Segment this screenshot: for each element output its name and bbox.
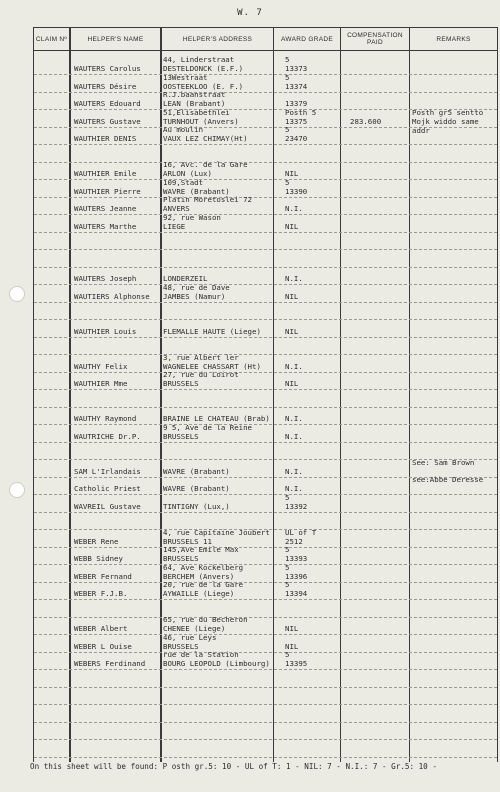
remark-line: addr: [412, 125, 430, 135]
row-rule: [34, 442, 497, 443]
address-line-2: TURNHOUT (Anvers): [163, 116, 239, 126]
compensation-paid: 283.600: [350, 116, 382, 126]
row-rule: [34, 249, 497, 250]
address-line-2: AYWAILLE (Liege): [163, 589, 235, 598]
award-grade: 5: [285, 492, 290, 502]
award-grade: 5: [285, 545, 290, 554]
remark-line: see:Abbe Deresse: [412, 475, 484, 484]
row-rule: [34, 617, 497, 618]
address-line-2: BRUSSELS: [163, 379, 199, 388]
binder-hole: [9, 482, 25, 498]
helper-name: WAUTERS Marthe: [74, 221, 137, 231]
row-rule: [34, 704, 497, 705]
address-line-1: 51,Elisabethlei: [163, 107, 230, 117]
row-rule: [34, 494, 497, 495]
address-line-1: 48, rue de Dave: [163, 282, 230, 292]
award-number: 13390: [285, 186, 308, 196]
helper-name: WEBER Fernand: [74, 571, 132, 581]
award-number: N.I.: [285, 431, 303, 441]
table-top-border: [33, 27, 498, 28]
helper-name: WEBERS Ferdinand: [74, 659, 146, 668]
award-number: 13395: [285, 659, 308, 668]
award-number: NIL: [285, 641, 299, 651]
row-rule: [34, 214, 497, 215]
row-rule: [34, 267, 497, 268]
address-line-2: BERCHEM (Anvers): [163, 571, 235, 581]
remark-line: Posth gr5 sentto: [412, 107, 484, 117]
column-divider: [497, 27, 498, 762]
helper-name: WAUTHIER Mme: [74, 379, 128, 388]
header-claim-no: CLAIM Nº: [35, 35, 68, 43]
award-grade: 5: [285, 580, 290, 589]
award-number: 13396: [285, 571, 308, 581]
award-number: 13393: [285, 554, 308, 563]
row-rule: [34, 739, 497, 740]
row-rule: [34, 512, 497, 513]
row-rule: [34, 92, 497, 93]
header-remarks: REMARKS: [436, 35, 471, 43]
row-rule: [34, 599, 497, 600]
row-rule: [34, 652, 497, 653]
helper-name: WAUTHY Raymond: [74, 414, 137, 423]
address-line-1: 9 5, Ave de la Reine: [163, 422, 252, 432]
remark-line: See: Sam Brown: [412, 457, 475, 467]
address-line-2: LIEGE: [163, 221, 186, 231]
award-grade: 5: [285, 650, 290, 659]
address-line-1: 145,Ave Emile Max: [163, 545, 239, 554]
award-grade: 5: [285, 55, 290, 64]
address-line-1: R.J.baanstraat: [163, 90, 226, 99]
helper-name: SAM L'Irlandais: [74, 466, 141, 476]
award-number: 13394: [285, 589, 308, 598]
helper-name: WEBER Albert: [74, 624, 128, 633]
award-grade: 5: [285, 72, 290, 82]
award-grade: Posth 5: [285, 107, 317, 117]
address-line-1: 3, rue Albert ler: [163, 352, 239, 362]
award-number: 13373: [285, 64, 308, 73]
helper-name: WEBER Rene: [74, 536, 119, 546]
award-number: N.I.: [285, 361, 303, 371]
sheet-summary: On this sheet will be found: P osth gr.5: 10 - UL of T: 1 - NIL: 7 - N.I.: 7 - Gr.5: 10 -: [30, 762, 437, 771]
row-rule: [34, 564, 497, 565]
helper-name: WAUTERS Edouard: [74, 99, 141, 108]
address-line-1: rue de la Station: [163, 650, 239, 659]
address-line-2: BRUSSELS: [163, 554, 199, 563]
row-rule: [34, 722, 497, 723]
address-line-1: 92, rue Wason: [163, 212, 221, 222]
address-line-2: JAMBES (Namur): [163, 291, 226, 301]
address-line-1: 4, rue Capitaine Joubert: [163, 527, 270, 537]
row-rule: [34, 319, 497, 320]
award-number: N.I.: [285, 414, 303, 423]
helper-name: WAUTERS Jeanne: [74, 204, 137, 213]
address-line-2: WAVRE (Brabant): [163, 466, 230, 476]
address-line-1: 20, rue de la Gare: [163, 580, 244, 589]
row-rule: [34, 407, 497, 408]
helper-name: WAUTRICHE Dr.P.: [74, 431, 141, 441]
award-number: 13374: [285, 81, 308, 91]
award-number: 2512: [285, 536, 303, 546]
award-number: 13379: [285, 99, 308, 108]
row-rule: [34, 74, 497, 75]
award-grade: 5: [285, 562, 290, 572]
award-number: NIL: [285, 169, 299, 178]
award-number: 13392: [285, 501, 308, 511]
helper-name: WEBB Sidney: [74, 554, 123, 563]
award-grade: 5: [285, 177, 290, 187]
helper-name: WAUTHIER Emile: [74, 169, 137, 178]
award-number: NIL: [285, 624, 299, 633]
helper-name: WEBER F.J.B.: [74, 589, 128, 598]
helper-name: WAUTIERS Alphonse: [74, 291, 150, 301]
helper-name: WAUTHIER Pierre: [74, 186, 141, 196]
row-rule: [34, 162, 497, 163]
address-line-2: BRUSSELS 11: [163, 536, 212, 546]
address-line-2: VAUX LEZ CHIMAY(Ht): [163, 134, 248, 143]
row-rule: [34, 634, 497, 635]
address-line-1: 27, rue du Loirot: [163, 370, 239, 379]
helper-name: WEBER L Ouise: [74, 641, 132, 651]
address-line-2: WAGNELEE CHASSART (Ht): [163, 361, 261, 371]
award-grade: 5: [285, 125, 290, 134]
row-rule: [34, 284, 497, 285]
award-number: NIL: [285, 379, 299, 388]
helper-name: WAUTHIER Louis: [74, 326, 137, 336]
row-rule: [34, 197, 497, 198]
award-number: 13375: [285, 116, 308, 126]
row-rule: [34, 389, 497, 390]
address-line-2: TINTIGNY (Lux,): [163, 501, 230, 511]
address-line-1: 64, Ave Kockelberg: [163, 562, 244, 572]
award-number: N.I.: [285, 484, 303, 493]
address-line-2: ARLON (Lux): [163, 169, 212, 178]
header-award-grade: AWARD GRADE: [281, 35, 333, 43]
helper-name: WAUTERS Gustave: [74, 116, 141, 126]
address-line-2: FLEMALLE HAUTE (Liege): [163, 326, 261, 336]
page-title: W. 7: [237, 8, 263, 18]
row-rule: [34, 302, 497, 303]
award-number: NIL: [285, 291, 299, 301]
award-number: 23470: [285, 134, 308, 143]
row-rule: [34, 354, 497, 355]
address-line-2: BRUSSELS: [163, 641, 199, 651]
row-rule: [34, 179, 497, 180]
address-line-1: Platin Moretoslei 72: [163, 195, 252, 204]
row-rule: [34, 582, 497, 583]
row-rule: [34, 547, 497, 548]
address-line-2: ANVERS: [163, 204, 190, 213]
remark-line: Mojk widdo same: [412, 116, 479, 126]
header-compensation-paid: COMPENSATION PAID: [347, 32, 403, 46]
address-line-1: 16, Avc. de la Gare: [163, 160, 248, 169]
helper-name: WAVREIL Gustave: [74, 501, 141, 511]
row-rule: [34, 669, 497, 670]
award-number: N.I.: [285, 274, 303, 283]
binder-hole: [9, 286, 25, 302]
address-line-2: WAVRE (Brabant): [163, 186, 230, 196]
row-rule: [34, 144, 497, 145]
row-rule: [34, 757, 497, 758]
award-number: NIL: [285, 221, 299, 231]
address-line-2: LEAN (Brabant): [163, 99, 226, 108]
helper-name: Catholic Priest: [74, 484, 141, 493]
address-line-1: 44, Linderstraat: [163, 55, 235, 64]
address-line-1: 109,Stadt: [163, 177, 204, 187]
address-line-1: Au moulin: [163, 125, 204, 134]
row-rule: [34, 337, 497, 338]
award-number: N.I.: [285, 204, 303, 213]
row-rule: [34, 687, 497, 688]
address-line-2: OOSTEEKLOO (E. F.): [163, 81, 244, 91]
helper-name: WAUTHY Felix: [74, 361, 128, 371]
row-rule: [34, 372, 497, 373]
address-line-2: LONDERZEIL: [163, 274, 208, 283]
header-helper-name: HELPER'S NAME: [87, 35, 144, 43]
address-line-2: BRUSSELS: [163, 431, 199, 441]
address-line-1: 46, rue Leys: [163, 632, 217, 642]
address-line-2: BRAINE LE CHATEAU (Brab): [163, 414, 270, 423]
helper-name: WAUTHIER DENIS: [74, 134, 137, 143]
helper-name: WAUTERS Désire: [74, 81, 137, 91]
address-line-1: 65, rue du Becheron: [163, 615, 248, 624]
address-line-2: BOURG LEOPOLD (Limbourg): [163, 659, 270, 668]
helper-name: WAUTERS Carolus: [74, 64, 141, 73]
address-line-2: DESTELDONCK (E.F.): [163, 64, 244, 73]
address-line-2: WAVRE (Brabant): [163, 484, 230, 493]
row-rule: [34, 424, 497, 425]
award-grade: UL of T: [285, 527, 317, 537]
header-bottom-border: [33, 50, 498, 51]
helper-name: WAUTERS Joseph: [74, 274, 137, 283]
header-helper-address: HELPER'S ADDRESS: [182, 35, 253, 43]
award-number: NIL: [285, 326, 299, 336]
row-rule: [34, 232, 497, 233]
address-line-2: CHENEE (Liege): [163, 624, 226, 633]
address-line-1: 13Westraat: [163, 72, 208, 82]
award-number: N.I.: [285, 466, 303, 476]
